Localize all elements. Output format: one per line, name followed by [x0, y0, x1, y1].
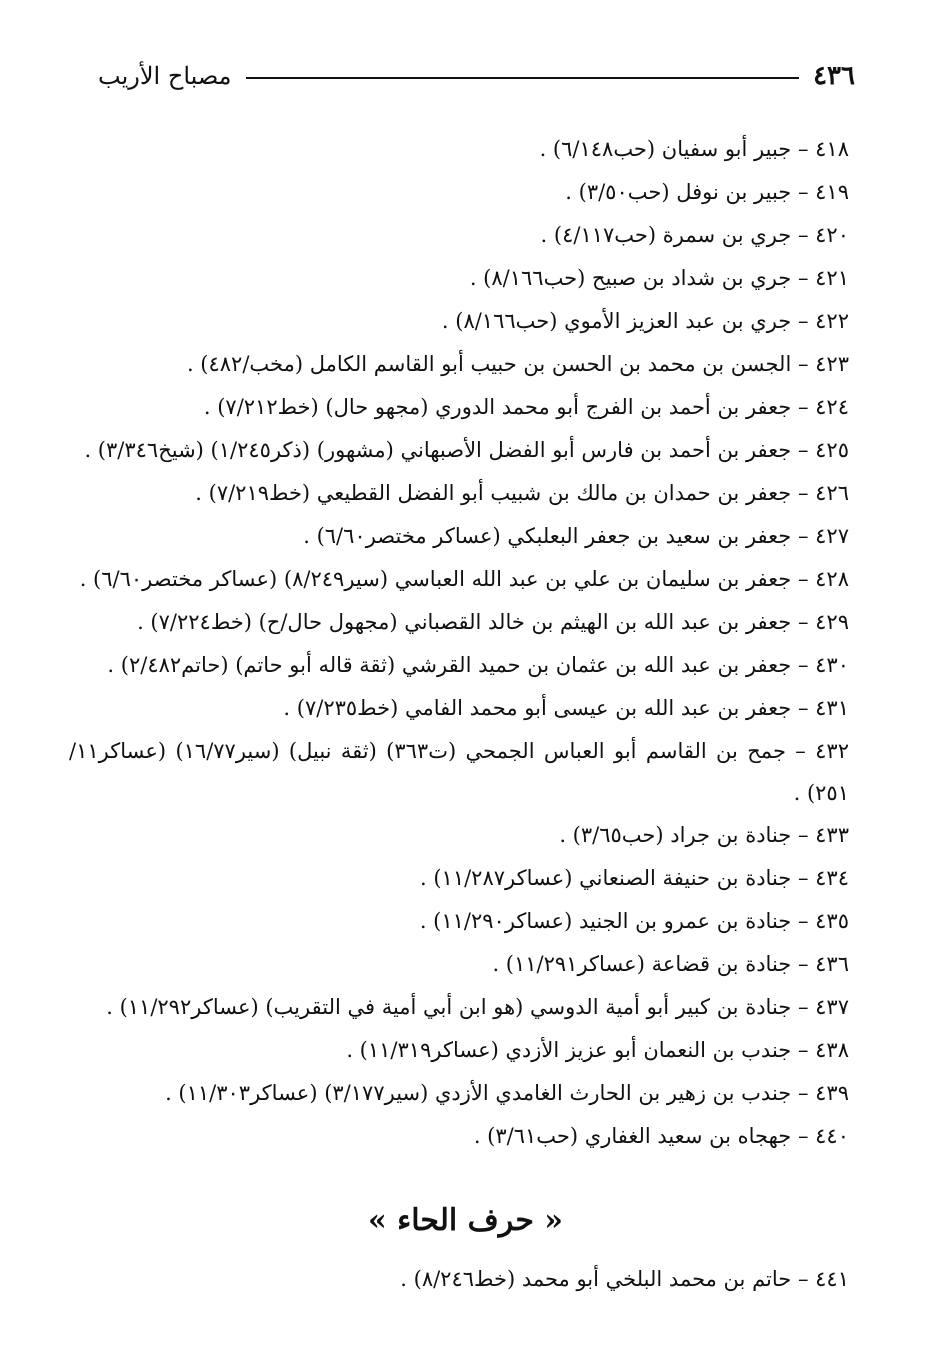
entry-418: ٤١٨ – جبير أبو سفيان (حب٦/١٤٨) . — [539, 137, 849, 161]
page-number: ٤٣٦ — [813, 61, 855, 91]
entry-429: ٤٢٩ – جعفر بن عبد الله بن الهيثم بن خالد القصباني (مجهول حال/ح) (خط٧/٢٢٤) . — [137, 610, 849, 634]
entry-419: ٤١٩ – جبير بن نوفل (حب٣/٥٠) . — [565, 180, 849, 204]
entry-list — [69, 128, 849, 1158]
entry-424: ٤٢٤ – جعفر بن أحمد بن الفرج أبو محمد الدوري (مجهو حال) (خط٧/٢١٢) . — [203, 395, 849, 419]
entry-437: ٤٣٧ – جنادة بن كبير أبو أمية الدوسي (هو ابن أبي أمية في التقريب) (عساكر١١/٢٩٢) . — [106, 995, 849, 1019]
entry-426: ٤٢٦ – جعفر بن حمدان بن مالك بن شبيب أبو الفضل القطيعي (خط٧/٢١٩) . — [195, 481, 849, 505]
entry-431: ٤٣١ – جعفر بن عبد الله بن عيسى أبو محمد الفامي (خط٧/٢٣٥) . — [283, 696, 849, 720]
entry-430: ٤٣٠ – جعفر بن عبد الله بن عثمان بن حميد القرشي (ثقة قاله أبو حاتم) (حاتم٢/٤٨٢) . — [107, 653, 849, 677]
entry-441: ٤٤١ – حاتم بن محمد البلخي أبو محمد (خط٨/٢٤٦) . — [400, 1267, 849, 1291]
entry-438: ٤٣٨ – جندب بن النعمان أبو عزيز الأزدي (عساكر١١/٣١٩) . — [346, 1038, 849, 1062]
header-rule — [246, 77, 800, 79]
entry-432: ٤٣٢ – جمح بن القاسم أبو العباس الجمحي (ت٣٦٣) (ثقة نبيل) (سير١٦/٧٧) (عساكر١١/ ٢٥١) . — [69, 739, 849, 805]
entry-423: ٤٢٣ – الجسن بن محمد بن الحسن بن حبيب أبو القاسم الكامل (مخب/٤٨٢) . — [186, 352, 849, 376]
section-heading: « حرف الحاء » — [367, 1203, 564, 1238]
entry-435: ٤٣٥ – جنادة بن عمرو بن الجنيد (عساكر١١/٢٩٠) . — [419, 909, 849, 933]
entry-439: ٤٣٩ – جندب بن زهير بن الحارث الغامدي الأزدي (سير٣/١٧٧) (عساكر١١/٣٠٣) . — [165, 1081, 849, 1105]
entry-436: ٤٣٦ – جنادة بن قضاعة (عساكر١١/٢٩١) . — [492, 952, 849, 976]
entry-425: ٤٢٥ – جعفر بن أحمد بن فارس أبو الفضل الأصبهاني (مشهور) (ذكر١/٢٤٥) (شيخ٣/٣٤٦) . — [84, 438, 849, 462]
entry-427: ٤٢٧ – جعفر بن سعيد بن جعفر البعلبكي (عساكر مختصر٦/٦٠) . — [303, 524, 849, 548]
entry-440: ٤٤٠ – جهجاه بن سعيد الغفاري (حب٣/٦١) . — [473, 1124, 849, 1148]
entry-433: ٤٣٣ – جنادة بن جراد (حب٣/٦٥) . — [559, 823, 849, 847]
entry-421: ٤٢١ – جري بن شداد بن صبيح (حب٨/١٦٦) . — [469, 266, 849, 290]
book-title: مصباح الأريب — [98, 62, 232, 90]
entry-420: ٤٢٠ – جري بن سمرة (حب٤/١١٧) . — [540, 223, 849, 247]
entry-434: ٤٣٤ – جنادة بن حنيفة الصنعاني (عساكر١١/٢٨٧) . — [420, 866, 849, 890]
entry-428: ٤٢٨ – جعفر بن سليمان بن علي بن عبد الله العباسي (سير٨/٢٤٩) (عساكر مختصر٦/٦٠) . — [79, 567, 849, 591]
page-header — [98, 56, 855, 96]
entry-422: ٤٢٢ – جري بن عبد العزيز الأموي (حب٨/١٦٦) . — [441, 309, 849, 333]
